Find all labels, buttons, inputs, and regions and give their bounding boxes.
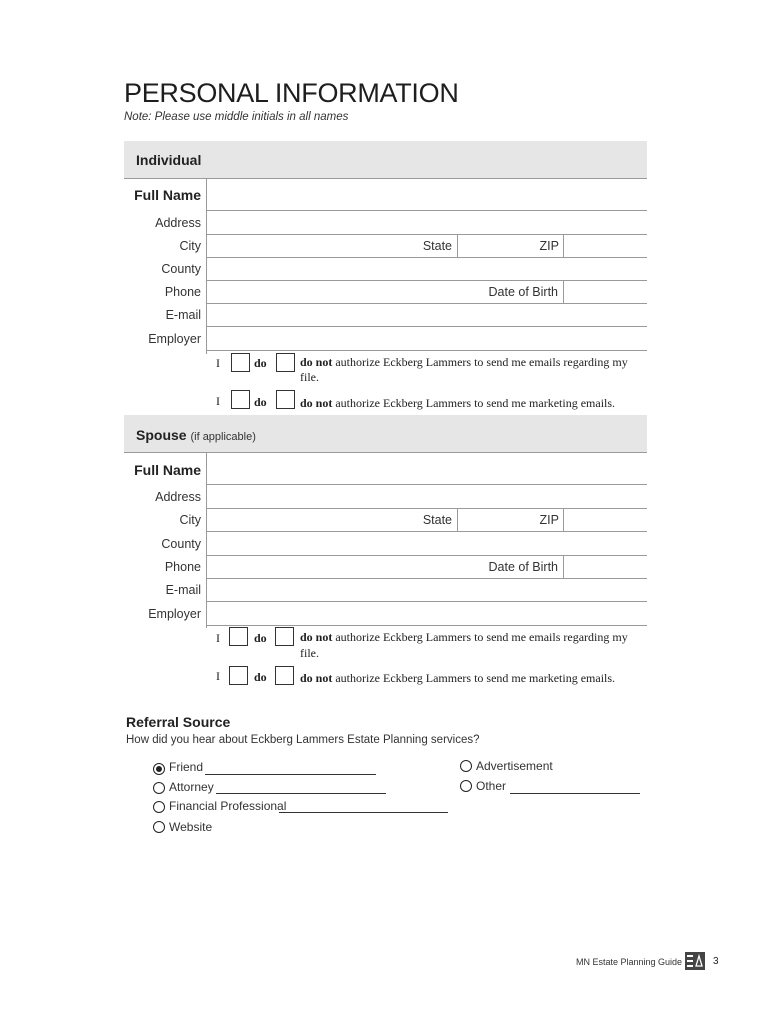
referral-attorney-line[interactable]	[216, 793, 386, 794]
individual-state-label: State	[422, 239, 452, 253]
spouse-heading-sub: (if applicable)	[190, 431, 256, 443]
spouse-heading-text: Spouse	[136, 427, 187, 443]
individual-phone-label: Phone	[164, 285, 201, 299]
spouse-consent-marketing-do-label: do	[254, 670, 267, 684]
individual-heading: Individual	[136, 152, 202, 168]
footer-guide-title: MN Estate Planning Guide	[576, 957, 683, 967]
spouse-row-line	[206, 625, 647, 626]
spouse-consent-marketing-do-not-checkbox[interactable]	[275, 666, 294, 685]
consent-text: authorize Eckberg Lammers to send me marketing emails.	[332, 396, 616, 410]
individual-section-header	[124, 141, 647, 179]
spouse-employer-label: Employer	[148, 607, 201, 621]
individual-consent-marketing-do-not-checkbox[interactable]	[276, 390, 295, 409]
referral-advertisement-label: Advertisement	[476, 759, 553, 773]
referral-website-label: Website	[169, 820, 213, 834]
referral-website-radio[interactable]	[153, 821, 165, 833]
referral-friend-label: Friend	[169, 760, 204, 774]
individual-county-label: County	[161, 262, 201, 276]
individual-consent-file-text-line2: file.	[300, 370, 319, 384]
page-note: Note: Please use middle initials in all names	[124, 111, 349, 123]
individual-full-name-field[interactable]	[207, 180, 647, 210]
spouse-full-name-field[interactable]	[207, 454, 647, 484]
spouse-phone-label: Phone	[164, 560, 201, 574]
spouse-state-label: State	[422, 513, 452, 527]
individual-address-field[interactable]	[207, 211, 647, 234]
spouse-employer-field[interactable]	[207, 602, 647, 625]
consent-text: authorize Eckberg Lammers to send me emails regarding my	[332, 630, 628, 644]
individual-county-field[interactable]	[207, 258, 647, 280]
referral-friend-radio[interactable]	[153, 763, 165, 775]
referral-advertisement-radio[interactable]	[460, 760, 472, 772]
spouse-dob-field[interactable]	[564, 556, 647, 578]
spouse-consent-marketing-text	[300, 671, 615, 686]
consent-text: authorize Eckberg Lammers to send me emails regarding my	[332, 355, 628, 369]
individual-consent-file-pronoun: I	[216, 356, 220, 370]
referral-attorney-label: Attorney	[169, 780, 214, 794]
individual-consent-marketing-pronoun: I	[216, 394, 220, 408]
individual-consent-marketing-text	[300, 396, 615, 411]
individual-employer-field[interactable]	[207, 327, 647, 350]
referral-attorney-radio[interactable]	[153, 782, 165, 794]
logo-icon	[685, 952, 705, 970]
logo-mark-icon	[685, 952, 705, 970]
referral-other-label: Other	[476, 779, 507, 793]
spouse-phone-field[interactable]	[207, 556, 477, 578]
do-not-emphasis: do not	[300, 355, 333, 369]
individual-zip-field[interactable]	[564, 235, 647, 257]
individual-consent-file-text	[300, 355, 628, 370]
spouse-address-label: Address	[155, 490, 201, 504]
spouse-consent-file-pronoun: I	[216, 631, 220, 645]
individual-address-label: Address	[155, 216, 201, 230]
page-number: 3	[713, 956, 719, 967]
spouse-consent-file-do-checkbox[interactable]	[229, 627, 248, 646]
referral-friend-line[interactable]	[205, 774, 376, 775]
page-title: PERSONAL INFORMATION	[124, 78, 459, 108]
spouse-full-name-label: Full Name	[134, 462, 201, 478]
referral-financial-label: Financial Professional	[169, 799, 287, 813]
spouse-email-label: E-mail	[165, 583, 201, 597]
individual-consent-marketing-do-checkbox[interactable]	[231, 390, 250, 409]
individual-city-label: City	[179, 239, 201, 253]
individual-zip-label: ZIP	[539, 239, 559, 253]
spouse-address-field[interactable]	[207, 485, 647, 508]
spouse-dob-label: Date of Birth	[488, 560, 558, 574]
individual-consent-file-do-not-checkbox[interactable]	[276, 353, 295, 372]
do-not-emphasis: do not	[300, 396, 333, 410]
referral-other-radio[interactable]	[460, 780, 472, 792]
referral-question: How did you hear about Eckberg Lammers Estate Planning services?	[126, 734, 480, 746]
spouse-zip-label: ZIP	[539, 513, 559, 527]
do-not-emphasis: do not	[300, 630, 333, 644]
spouse-consent-file-do-label: do	[254, 631, 267, 645]
spouse-city-label: City	[179, 513, 201, 527]
individual-dob-field[interactable]	[564, 281, 647, 303]
do-not-emphasis: do not	[300, 671, 333, 685]
individual-consent-file-do-checkbox[interactable]	[231, 353, 250, 372]
individual-employer-label: Employer	[148, 332, 201, 346]
referral-other-line[interactable]	[510, 793, 640, 794]
individual-phone-field[interactable]	[207, 281, 477, 303]
spouse-county-field[interactable]	[207, 532, 647, 555]
spouse-email-field[interactable]	[207, 579, 647, 601]
referral-financial-radio[interactable]	[153, 801, 165, 813]
spouse-consent-marketing-pronoun: I	[216, 669, 220, 683]
individual-email-field[interactable]	[207, 304, 647, 326]
referral-financial-line[interactable]	[279, 812, 448, 813]
spouse-consent-file-do-not-checkbox[interactable]	[275, 627, 294, 646]
individual-full-name-label: Full Name	[134, 187, 201, 203]
individual-row-line	[206, 350, 647, 351]
spouse-heading	[136, 427, 256, 443]
referral-title: Referral Source	[126, 714, 231, 730]
spouse-consent-file-text-line2: file.	[300, 646, 319, 660]
spouse-consent-marketing-do-checkbox[interactable]	[229, 666, 248, 685]
individual-consent-file-do-label: do	[254, 356, 267, 370]
individual-email-label: E-mail	[165, 308, 201, 322]
spouse-consent-file-text	[300, 630, 628, 645]
spouse-county-label: County	[161, 537, 201, 551]
individual-consent-marketing-do-label: do	[254, 395, 267, 409]
consent-text: authorize Eckberg Lammers to send me marketing emails.	[332, 671, 616, 685]
individual-dob-label: Date of Birth	[488, 285, 558, 299]
spouse-zip-field[interactable]	[564, 509, 647, 531]
